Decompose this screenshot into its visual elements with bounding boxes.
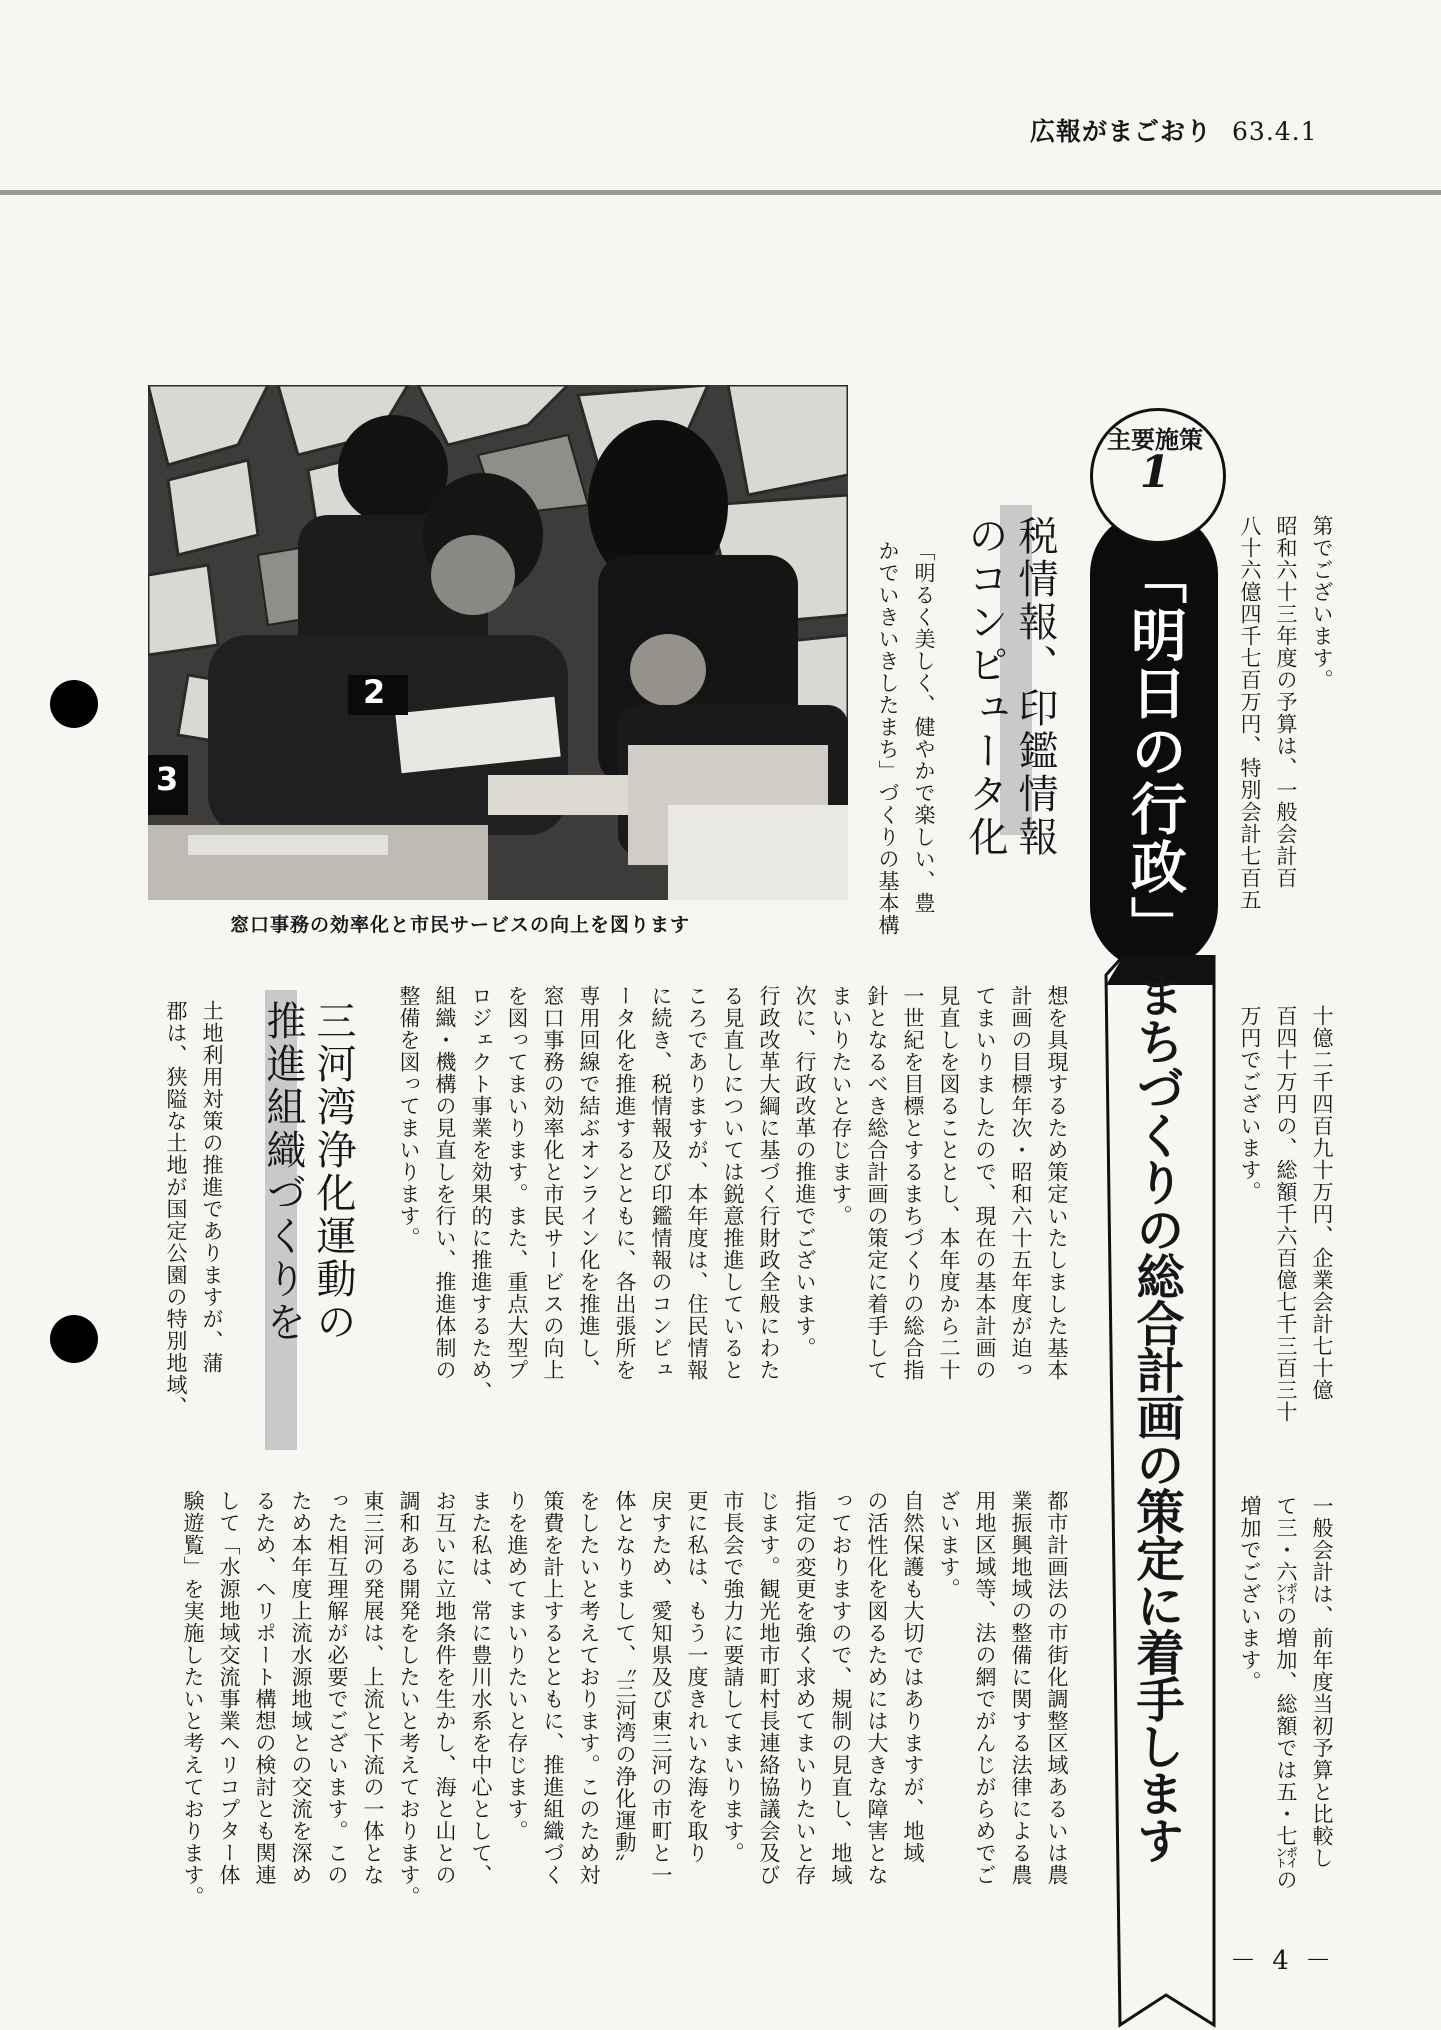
text-column xyxy=(862,540,942,936)
office-counter-photo xyxy=(148,385,848,900)
text-column xyxy=(385,985,1075,1415)
punch-hole-bottom xyxy=(50,1315,98,1363)
subheading-computerization: 税情報、印鑑情報 のコンピュータ化 xyxy=(962,515,1058,859)
section-badge-number: 1 xyxy=(1139,447,1171,498)
text-column xyxy=(150,1490,1075,1930)
text-column xyxy=(1230,515,1340,935)
punch-hole-top xyxy=(50,680,98,728)
text-block: 一般会計は、前年度当初予算と比較し て三・六㌽の増加、総額では五・七㌽の 増加でございます。 xyxy=(1238,1495,1334,1891)
text-block: 都市計画法の市街化調整区域あるいは農 業振興地域の整備に関する法律による農 用地区域等、法の網でがんじがらめでご ざいます。 自然保護も大切ではありますが、地域 の活性化を図るためには大きな障害とな っておりますので、規制の見直し、地域 指定の変更を強く求めてまいりたいと存 じます。観光地市町村長連絡協議会及び 市長会で強力に要請してまいります。 更に私は、もう一度きれいな海を取り 戻すため、愛知県及び東三河の市町と一 体となりまして、〝三河湾の浄化運動〟 をしたいと考えております。このため対 策費を計上するとともに、推進組織づく りを進めてまいりたいと存じます。 また私は、常に豊川水系を中心として、 お互いに立地条件を生かし、海と山との 調和ある開発をしたいと考えております。 東三河の発展は、上流と下流の一体とな った相互理解が必要でございます。この ため本年度上流水源地域との交流を深め るため、ヘリポート構想の検討とも関連 して「水源地域交流事業ヘリコプター体 験遊覧」を実施したいと考えております。 xyxy=(181,1490,1069,1908)
text-block: 第でございます。 昭和六十三年度の予算は、一般会計百 八十六億四千七百万円、特別会計七百五 xyxy=(1238,515,1334,911)
text-block: 土地利用対策の推進でありますが、蒲 郡は、狭隘な土地が国定公園の特別地域、 xyxy=(164,1000,224,1418)
section-title: 「明日の行政」 xyxy=(1122,548,1187,954)
text-column xyxy=(150,1000,230,1440)
photo-caption: 窓口事務の効率化と市民サービスの向上を図ります xyxy=(230,914,691,936)
publication-name: 広報がまごおり xyxy=(1030,117,1213,146)
page-header xyxy=(1030,112,1318,148)
counter-sign-3: 3 xyxy=(156,760,179,798)
header-rule xyxy=(0,190,1441,195)
main-heading: まちづくりの総合計画の策定に着手します xyxy=(1128,970,1184,1863)
text-block: 想を具現するため策定いたしました基本 計画の目標年次・昭和六十五年度が迫っ てまいりましたので、現在の基本計画の 見直しを図ることとし、本年度から二十 一世紀を目標とするまちづくりの総合指 針となるべき総合計画の策定に着手して まいりたいと存じます。 次に、行政改革の推進でございます。 行政改革大綱に基づく行財政全般にわた る見直しについては鋭意推進していると ころでありますが、本年度は、住民情報 に続き、税情報及び印鑑情報のコンピュ ータ化を推進するとともに、各出張所を 専用回線で結ぶオンライン化を推進し、 窓口事務の効率化と市民サービスの向上 を図ってまいります。また、重点大型プ ロジェクト事業を効果的に推進するため、 組織・機構の見直しを行い、推進体制の 整備を図ってまいります。 xyxy=(397,985,1069,1403)
photo-illustration xyxy=(148,385,848,900)
counter-sign-2: 2 xyxy=(363,673,386,711)
section-badge-label: 主要施策 xyxy=(1107,426,1203,454)
text-column xyxy=(1230,1495,1340,1935)
text-column xyxy=(1230,1005,1340,1445)
subheading-purification: 三河湾浄化運動の 推進組織づくりを xyxy=(260,1000,356,1344)
page-number: － 4 － xyxy=(1230,1946,1336,1976)
text-block: 十億二千四百九十万円、企業会計七十億 百四十万円の、総額千六百億七千三百三十 万円でございます。 xyxy=(1238,1005,1334,1423)
text-block: 「明るく美しく、健やかで楽しい、豊 かでいきいきしたまち」づくりの基本構 xyxy=(876,540,936,936)
issue-date: 63.4.1 xyxy=(1232,117,1318,146)
